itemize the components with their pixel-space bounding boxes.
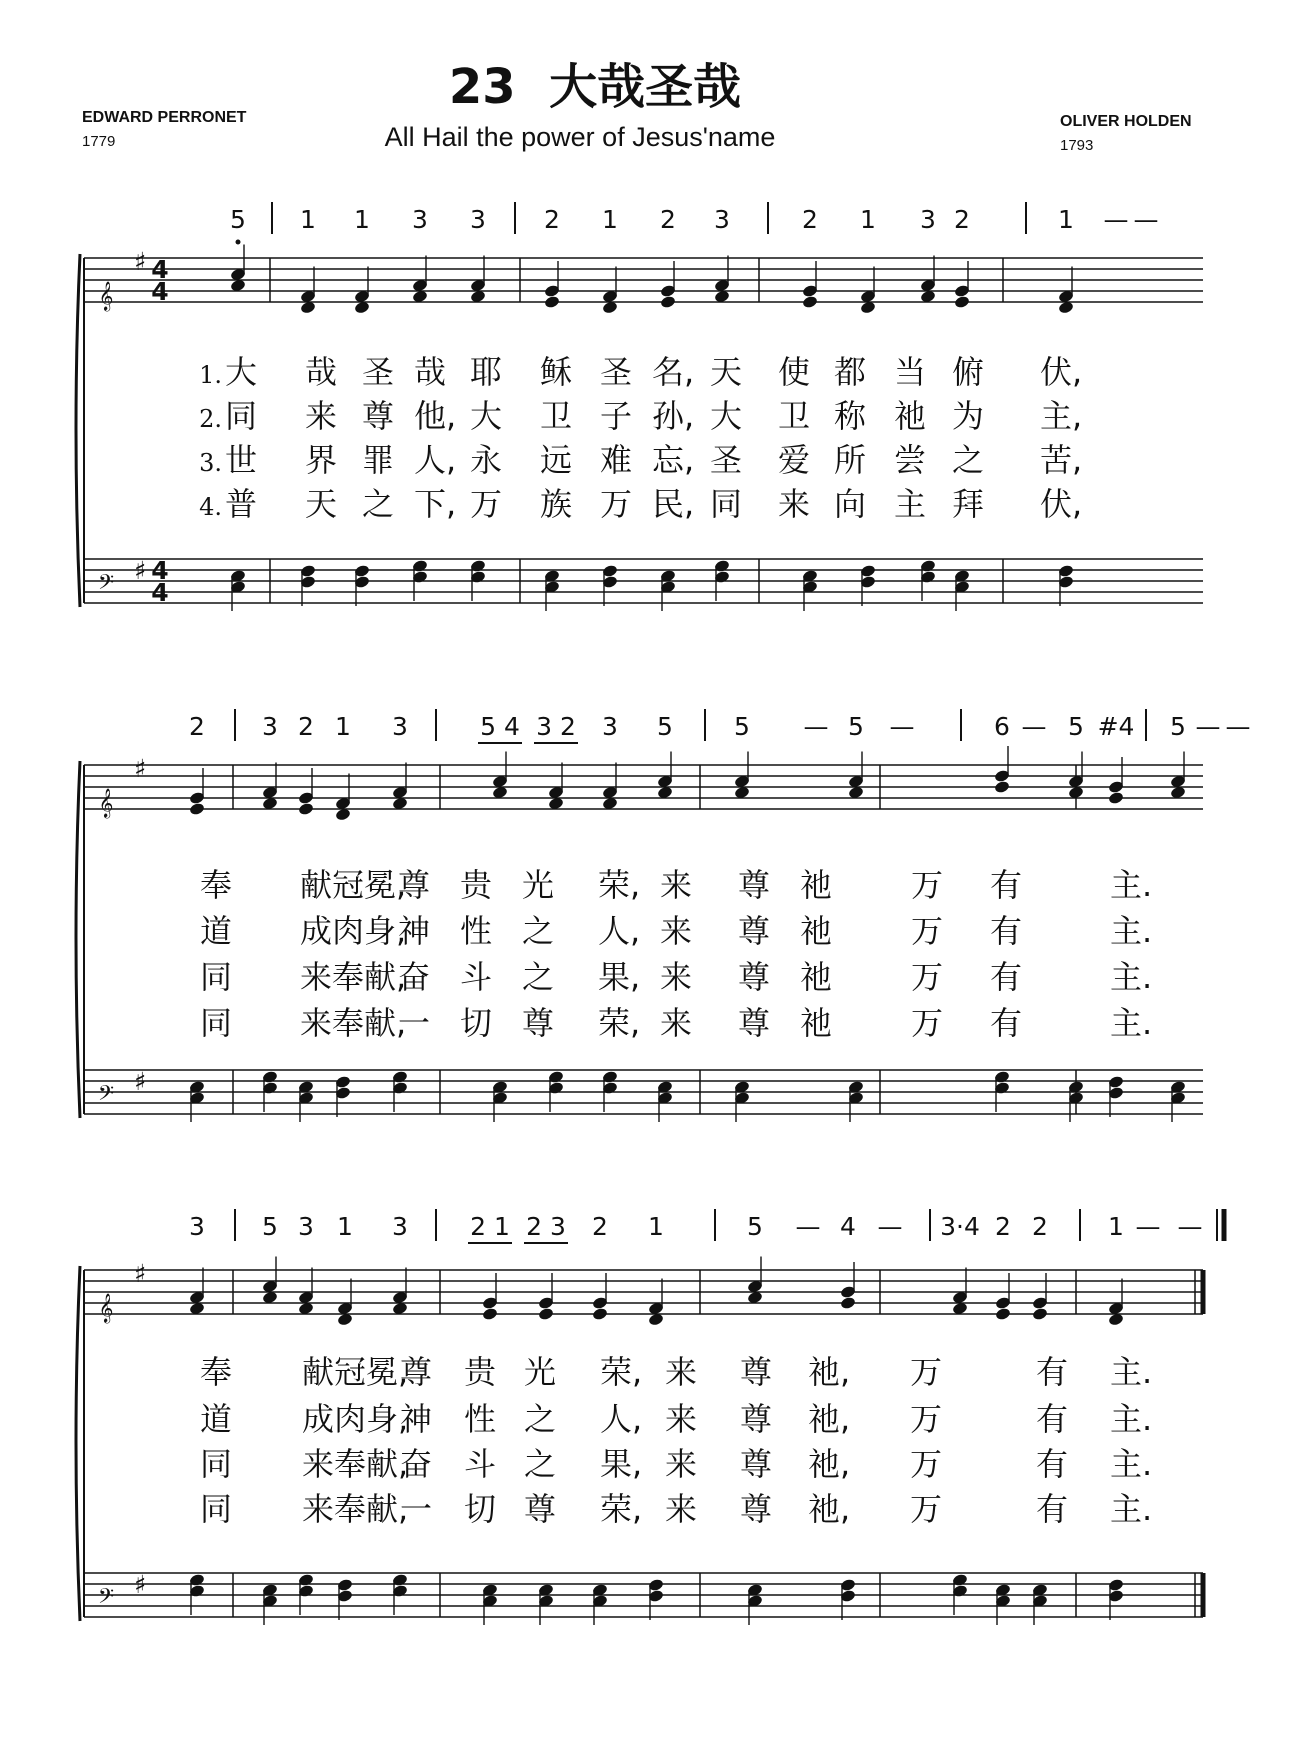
treble-clef-icon: 𝄞	[98, 1293, 114, 1322]
lyric-word: 一	[398, 1004, 431, 1042]
jianpu-note: —	[1133, 205, 1159, 234]
lyric-word: 万	[910, 1400, 943, 1438]
jianpu-note: 2	[954, 205, 970, 234]
jianpu-note: —	[1195, 712, 1221, 741]
time-signature-numerator: 4	[151, 255, 169, 284]
lyric-word: 荣,	[598, 866, 641, 904]
lyric-word: 神	[398, 912, 431, 950]
lyric-word: 贵	[464, 1353, 497, 1391]
lyric-word: 来奉献,	[302, 1445, 409, 1483]
jianpu-note: —	[1103, 205, 1129, 234]
jianpu-note: 5	[1170, 712, 1186, 741]
time-signature-denominator: 4	[151, 578, 169, 607]
jianpu-note: 2 3	[526, 1212, 566, 1241]
treble-note-head	[1032, 1307, 1049, 1321]
jianpu-note: 3	[392, 712, 408, 741]
lyric-word: 同	[200, 1490, 233, 1528]
jianpu-note: 2	[660, 205, 676, 234]
lyric-word: 爱	[778, 441, 811, 479]
lyric-word: 来	[665, 1445, 698, 1483]
lyric-word: 斗	[460, 958, 493, 996]
jianpu-note: 4	[840, 1212, 856, 1241]
composer-name: OLIVER HOLDEN	[1060, 113, 1192, 130]
system-bracket	[76, 254, 80, 607]
jianpu-note: 3	[470, 205, 486, 234]
jianpu-note: 6	[994, 712, 1010, 741]
time-signature-denominator: 4	[151, 277, 169, 306]
lyric-word: 圣	[600, 353, 633, 391]
hymn-title-english: All Hail the power of Jesus'name	[384, 122, 776, 152]
lyric-word: 荣,	[600, 1353, 643, 1391]
lyric-word: 道	[200, 1400, 233, 1438]
lyric-word: 同	[225, 397, 258, 435]
lyric-word: 大	[710, 397, 743, 435]
lyric-word: 奉	[200, 866, 233, 904]
lyric-word: 有	[990, 912, 1023, 950]
lyric-word: 使	[778, 353, 811, 391]
lyric-word: 万	[911, 912, 944, 950]
jianpu-note: 3	[392, 1212, 408, 1241]
lyric-word: 尊	[398, 866, 431, 904]
lyric-word: 哉	[305, 353, 338, 391]
lyric-word: 世	[225, 441, 258, 479]
jianpu-note: 5	[848, 712, 864, 741]
treble-note-head	[298, 802, 315, 816]
lyric-word: 主.	[1110, 1490, 1153, 1528]
lyric-word: 子	[600, 397, 633, 435]
lyric-word: 万	[911, 1004, 944, 1042]
lyric-word: 主.	[1110, 1004, 1153, 1042]
lyric-word: 圣	[710, 441, 743, 479]
lyric-word: 有	[990, 866, 1023, 904]
lyric-word: 来	[660, 1004, 693, 1042]
lyric-word: 尊	[740, 1400, 773, 1438]
lyric-word: 祂	[800, 958, 833, 996]
lyric-word: 一	[400, 1490, 433, 1528]
jianpu-note: 1	[337, 1212, 353, 1241]
jianpu-note: 3	[298, 1212, 314, 1241]
lyric-word: 稣	[540, 353, 573, 391]
lyric-word: 荣,	[598, 1004, 641, 1042]
lyric-word: 来	[660, 912, 693, 950]
lyric-word: 同	[200, 1004, 233, 1042]
lyric-word: 性	[464, 1400, 497, 1438]
bass-clef-icon: 𝄢	[97, 1081, 115, 1110]
jianpu-note: 1	[300, 205, 316, 234]
lyric-word: 有	[990, 1004, 1023, 1042]
lyric-word: 人,	[414, 441, 457, 479]
hymn-title-chinese: 大哉圣哉	[549, 59, 742, 115]
lyric-word: 俯	[952, 353, 985, 391]
lyric-word: 神	[400, 1400, 433, 1438]
lyric-word: 苦,	[1040, 441, 1083, 479]
time-signature-numerator: 4	[151, 556, 169, 585]
jianpu-note: —	[803, 712, 829, 741]
jianpu-dot	[236, 240, 241, 245]
jianpu-note: 2	[1032, 1212, 1048, 1241]
lyric-word: 有	[990, 958, 1023, 996]
key-signature-sharp: ♯	[133, 1067, 147, 1096]
treble-clef-icon: 𝄞	[98, 788, 114, 817]
verse-number: 2.	[199, 405, 222, 433]
jianpu-note: 3	[602, 712, 618, 741]
jianpu-note: —	[1135, 1212, 1161, 1241]
lyric-word: 同	[200, 1445, 233, 1483]
jianpu-note: 5	[262, 1212, 278, 1241]
lyric-word: 祂	[894, 397, 927, 435]
lyric-word: 成肉身,	[300, 912, 407, 950]
lyric-word: 主.	[1110, 1353, 1153, 1391]
lyric-word: 之	[524, 1400, 557, 1438]
lyric-word: 尊	[740, 1490, 773, 1528]
lyric-word: 名,	[652, 353, 695, 391]
treble-note-head	[660, 295, 677, 309]
system-bracket	[76, 1266, 80, 1621]
jianpu-note: 3	[189, 1212, 205, 1241]
lyric-word: 主.	[1110, 866, 1153, 904]
lyric-word: 来奉献,	[302, 1490, 409, 1528]
lyric-word: 来奉献,	[300, 958, 407, 996]
key-signature-sharp: ♯	[133, 1259, 147, 1288]
jianpu-note: 1	[648, 1212, 664, 1241]
key-signature-sharp: ♯	[133, 1570, 147, 1599]
lyric-word: 为	[952, 397, 985, 435]
lyric-word: 祂,	[808, 1445, 851, 1483]
lyric-word: 尝	[894, 441, 927, 479]
lyric-word: 主	[894, 485, 927, 523]
lyric-word: 奉	[200, 1353, 233, 1391]
hymn-number: 23	[448, 59, 516, 115]
lyric-word: 有	[1036, 1353, 1069, 1391]
composer-year: 1793	[1060, 137, 1094, 154]
lyric-word: 尊	[362, 397, 395, 435]
lyric-word: 万	[911, 866, 944, 904]
treble-note-head	[482, 1307, 499, 1321]
lyric-word: 永	[470, 441, 503, 479]
author-year: 1779	[82, 133, 116, 150]
lyric-word: 难	[600, 441, 633, 479]
lyric-word: 成肉身,	[302, 1400, 409, 1438]
lyric-word: 尊	[738, 958, 771, 996]
verse-number: 1.	[199, 361, 222, 389]
jianpu-note: 5 4	[480, 712, 520, 741]
lyric-word: 伏,	[1040, 485, 1083, 523]
lyric-word: 孙,	[652, 397, 695, 435]
bass-clef-icon: 𝄢	[97, 570, 115, 599]
jianpu-note: 5	[747, 1212, 763, 1241]
lyric-word: 光	[522, 866, 555, 904]
jianpu-note: 3	[412, 205, 428, 234]
lyric-word: 向	[834, 485, 867, 523]
lyric-word: 祂,	[808, 1353, 851, 1391]
lyric-word: 万	[910, 1353, 943, 1391]
lyric-word: 主.	[1110, 1445, 1153, 1483]
lyric-word: 来	[665, 1490, 698, 1528]
jianpu-note: 3·4	[940, 1212, 980, 1241]
lyric-word: 祂	[800, 866, 833, 904]
lyric-word: 祂,	[808, 1490, 851, 1528]
lyric-word: 大	[225, 353, 258, 391]
lyric-word: 果,	[600, 1445, 643, 1483]
lyric-word: 来	[660, 958, 693, 996]
key-signature-sharp: ♯	[133, 754, 147, 783]
lyric-word: 卫	[540, 397, 573, 435]
treble-clef-icon: 𝄞	[98, 281, 114, 310]
lyric-word: 来	[660, 866, 693, 904]
jianpu-note: 1	[335, 712, 351, 741]
lyric-word: 尊	[740, 1353, 773, 1391]
lyric-word: 之	[362, 485, 395, 523]
lyric-word: 大	[470, 397, 503, 435]
lyric-word: 伏,	[1040, 353, 1083, 391]
jianpu-note: 1	[354, 205, 370, 234]
lyric-word: 之	[522, 912, 555, 950]
system-bracket	[76, 761, 80, 1118]
lyric-word: 民,	[652, 485, 695, 523]
lyric-word: 万	[470, 485, 503, 523]
jianpu-note: —	[1021, 712, 1047, 741]
jianpu-note: 1	[602, 205, 618, 234]
lyric-word: 来	[665, 1353, 698, 1391]
jianpu-note: 3	[920, 205, 936, 234]
jianpu-note: 5	[734, 712, 750, 741]
jianpu-note: 2	[592, 1212, 608, 1241]
lyric-word: 主.	[1110, 958, 1153, 996]
jianpu-note: 5	[230, 205, 246, 234]
lyric-word: 切	[460, 1004, 493, 1042]
jianpu-note: 1	[860, 205, 876, 234]
treble-note-head	[189, 802, 206, 816]
lyric-word: 所	[834, 441, 867, 479]
lyric-word: 都	[834, 353, 867, 391]
lyric-word: 主,	[1040, 397, 1083, 435]
jianpu-note: 1	[1108, 1212, 1124, 1241]
treble-note-head	[544, 295, 561, 309]
lyric-word: 圣	[362, 353, 395, 391]
lyric-word: 之	[952, 441, 985, 479]
lyric-word: 耶	[470, 353, 503, 391]
lyric-word: 献冠冕,	[302, 1353, 409, 1391]
lyric-word: 罪	[362, 441, 395, 479]
jianpu-note: 2	[544, 205, 560, 234]
lyric-word: 之	[524, 1445, 557, 1483]
lyric-word: 道	[200, 912, 233, 950]
lyric-word: 同	[200, 958, 233, 996]
jianpu-note: 5	[1068, 712, 1084, 741]
lyric-word: 献冠冕,	[300, 866, 407, 904]
lyric-word: 万	[910, 1490, 943, 1528]
lyric-word: 尊	[738, 866, 771, 904]
lyric-word: 天	[305, 485, 338, 523]
jianpu-note: 3	[262, 712, 278, 741]
lyric-word: 有	[1036, 1400, 1069, 1438]
jianpu-note: —	[1225, 712, 1251, 741]
verse-number: 3.	[199, 449, 222, 477]
author-name: EDWARD PERRONET	[82, 109, 247, 126]
lyric-word: 万	[911, 958, 944, 996]
lyric-word: 尊	[738, 1004, 771, 1042]
jianpu-note: #4	[1097, 712, 1135, 741]
lyric-word: 普	[225, 485, 258, 523]
lyric-word: 奋	[400, 1445, 433, 1483]
lyric-word: 人,	[598, 912, 641, 950]
jianpu-note: 2	[802, 205, 818, 234]
jianpu-note: 3	[714, 205, 730, 234]
lyric-word: 哉	[414, 353, 447, 391]
lyric-word: 来奉献,	[300, 1004, 407, 1042]
lyric-word: 远	[540, 441, 573, 479]
lyric-word: 他,	[414, 397, 457, 435]
key-signature-sharp: ♯	[133, 556, 147, 585]
jianpu-note: 2	[298, 712, 314, 741]
lyric-word: 下,	[414, 485, 457, 523]
treble-note-head	[840, 1296, 857, 1310]
jianpu-note: 2	[189, 712, 205, 741]
lyric-word: 性	[460, 912, 493, 950]
lyric-word: 荣,	[600, 1490, 643, 1528]
bass-clef-icon: 𝄢	[97, 1584, 115, 1613]
lyric-word: 天	[710, 353, 743, 391]
jianpu-note: —	[889, 712, 915, 741]
lyric-word: 族	[540, 485, 573, 523]
lyric-word: 尊	[524, 1490, 557, 1528]
jianpu-note: —	[877, 1212, 903, 1241]
lyric-word: 斗	[464, 1445, 497, 1483]
lyric-word: 拜	[952, 485, 985, 523]
lyric-word: 忘,	[652, 441, 695, 479]
key-signature-sharp: ♯	[133, 247, 147, 276]
lyric-word: 当	[894, 353, 927, 391]
lyric-word: 来	[778, 485, 811, 523]
lyric-word: 切	[464, 1490, 497, 1528]
lyric-word: 尊	[522, 1004, 555, 1042]
jianpu-note: 1	[1058, 205, 1074, 234]
lyric-word: 卫	[778, 397, 811, 435]
lyric-word: 来	[665, 1400, 698, 1438]
lyric-word: 之	[522, 958, 555, 996]
treble-note-head	[994, 780, 1011, 794]
lyric-word: 有	[1036, 1445, 1069, 1483]
lyric-word: 尊	[400, 1353, 433, 1391]
lyric-word: 果,	[598, 958, 641, 996]
jianpu-note: 3 2	[536, 712, 576, 741]
jianpu-note: —	[795, 1212, 821, 1241]
lyric-word: 万	[600, 485, 633, 523]
lyric-word: 祂	[800, 912, 833, 950]
lyric-word: 万	[910, 1445, 943, 1483]
lyric-word: 尊	[738, 912, 771, 950]
lyric-word: 有	[1036, 1490, 1069, 1528]
treble-note-head	[592, 1307, 609, 1321]
jianpu-note: 5	[657, 712, 673, 741]
lyric-word: 主.	[1110, 1400, 1153, 1438]
lyric-word: 祂,	[808, 1400, 851, 1438]
lyric-word: 称	[834, 397, 867, 435]
lyric-word: 界	[305, 441, 338, 479]
lyric-word: 奋	[398, 958, 431, 996]
treble-note-head	[1108, 791, 1125, 805]
treble-note-head	[995, 1307, 1012, 1321]
treble-note-head	[802, 295, 819, 309]
lyric-word: 尊	[740, 1445, 773, 1483]
jianpu-note: —	[1177, 1212, 1203, 1241]
lyric-word: 来	[305, 397, 338, 435]
jianpu-note: 2	[995, 1212, 1011, 1241]
lyric-word: 同	[710, 485, 743, 523]
lyric-word: 人,	[600, 1400, 643, 1438]
treble-note-head	[954, 295, 971, 309]
lyric-word: 祂	[800, 1004, 833, 1042]
lyric-word: 主.	[1110, 912, 1153, 950]
lyric-word: 贵	[460, 866, 493, 904]
jianpu-note: 2 1	[470, 1212, 510, 1241]
lyric-word: 光	[524, 1353, 557, 1391]
treble-note-head	[538, 1307, 555, 1321]
verse-number: 4.	[199, 493, 222, 521]
